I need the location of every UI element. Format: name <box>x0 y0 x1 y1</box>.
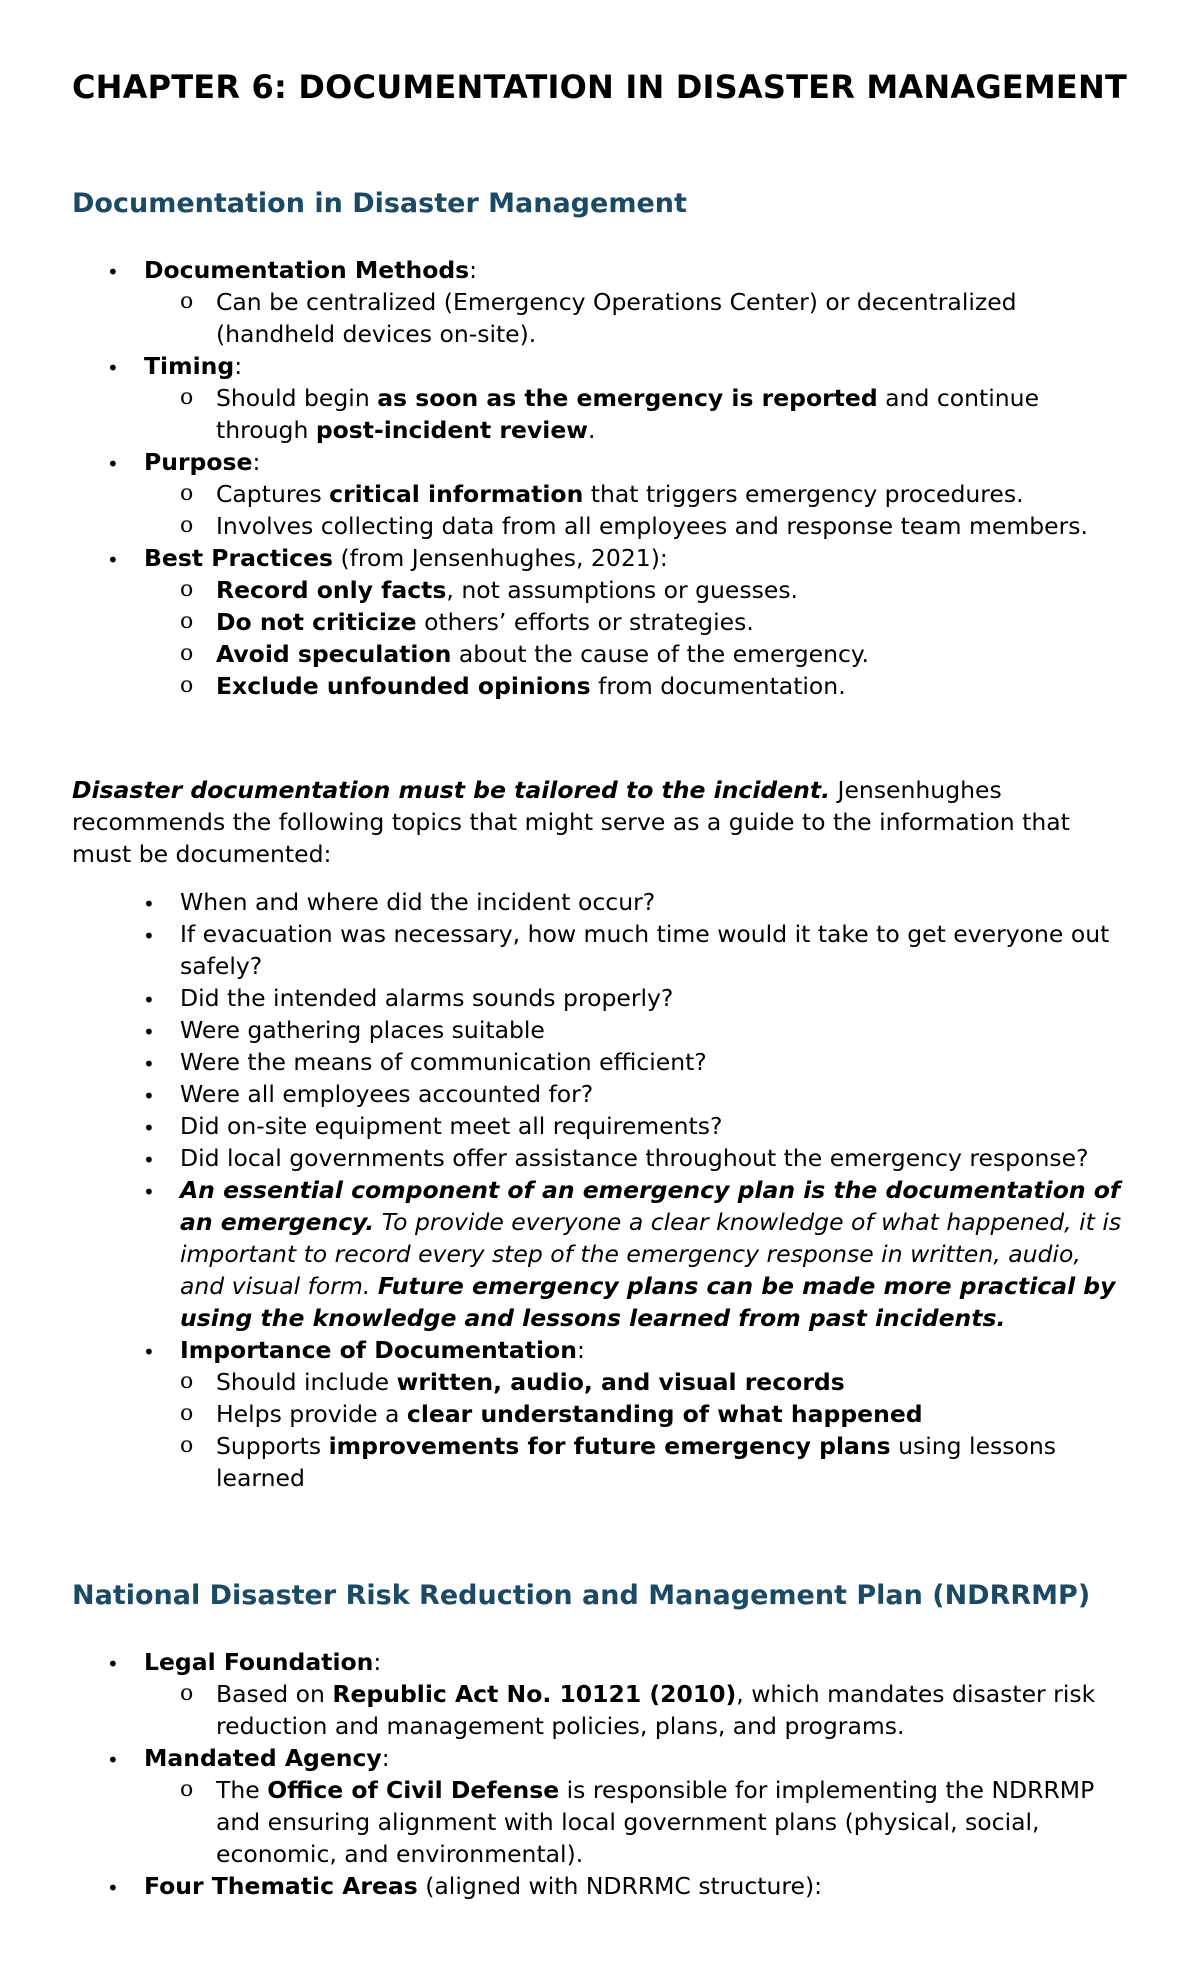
agency-text: The Office of Civil Defense is responsible for implementing the NDRRMP <box>216 1776 1095 1804</box>
essential-line-1: An essential component of an emergency plan is the documentation of <box>180 1176 1121 1204</box>
sub-bullet-icon: o <box>180 673 194 698</box>
sub-bullet-icon: o <box>180 289 194 314</box>
question-item: Were the means of communication efficient? <box>180 1048 707 1076</box>
question-item: Were gathering places suitable <box>180 1016 545 1044</box>
sub-bullet-icon: o <box>180 481 194 506</box>
sub-bullet-icon: o <box>180 577 194 602</box>
bullet-icon: • <box>107 1652 119 1676</box>
bullet-icon: • <box>107 452 119 476</box>
methods-text: Can be centralized (Emergency Operations Center) or decentralized <box>216 288 1017 316</box>
timing-item: Timing: <box>144 352 243 380</box>
legal-foundation-item: Legal Foundation: <box>144 1648 382 1676</box>
sub-bullet-icon: o <box>180 609 194 634</box>
bullet-icon: • <box>143 1116 155 1140</box>
best-practice-4: Exclude unfounded opinions from documentation. <box>216 672 846 700</box>
bullet-icon: • <box>143 1084 155 1108</box>
importance-text-3-cont: learned <box>216 1464 305 1492</box>
question-item: If evacuation was necessary, how much time would it take to get everyone out <box>180 920 1110 948</box>
question-item: Did the intended alarms sounds properly? <box>180 984 674 1012</box>
bullet-icon: • <box>143 892 155 916</box>
essential-line-3: important to record every step of the emergency response in written, audio, <box>180 1240 1081 1268</box>
intro-line-2: recommends the following topics that might serve as a guide to the information that <box>72 808 1070 836</box>
timing-text-cont: through post-incident review. <box>216 416 596 444</box>
bullet-icon: • <box>143 1148 155 1172</box>
chapter-title: CHAPTER 6: DOCUMENTATION IN DISASTER MANAGEMENT <box>72 68 1127 106</box>
bullet-icon: • <box>143 1340 155 1364</box>
question-item: Did local governments offer assistance throughout the emergency response? <box>180 1144 1089 1172</box>
best-practice-1: Record only facts, not assumptions or guesses. <box>216 576 799 604</box>
methods-item: Documentation Methods: <box>144 256 478 284</box>
bullet-icon: • <box>107 356 119 380</box>
question-item: Did on-site equipment meet all requirements? <box>180 1112 723 1140</box>
section-heading-ndrrmp: National Disaster Risk Reduction and Management Plan (NDRRMP) <box>72 1580 1091 1611</box>
legal-text: Based on Republic Act No. 10121 (2010), which mandates disaster risk <box>216 1680 1096 1708</box>
bullet-icon: • <box>143 1052 155 1076</box>
intro-line-1: Disaster documentation must be tailored to the incident. Jensenhughes <box>72 776 1002 804</box>
best-practice-2: Do not criticize others’ efforts or strategies. <box>216 608 754 636</box>
bullet-icon: • <box>107 548 119 572</box>
intro-line-3: must be documented: <box>72 840 332 868</box>
bullet-icon: • <box>143 1180 155 1204</box>
legal-text-cont: reduction and management policies, plans, and programs. <box>216 1712 905 1740</box>
purpose-text-1: Captures critical information that triggers emergency procedures. <box>216 480 1024 508</box>
agency-text-cont: and ensuring alignment with local government plans (physical, social, <box>216 1808 1040 1836</box>
question-item: Were all employees accounted for? <box>180 1080 594 1108</box>
sub-bullet-icon: o <box>180 1369 194 1394</box>
purpose-text-2: Involves collecting data from all employees and response team members. <box>216 512 1088 540</box>
essential-line-5: using the knowledge and lessons learned from past incidents. <box>180 1304 1006 1332</box>
bullet-icon: • <box>107 260 119 284</box>
mandated-agency-item: Mandated Agency: <box>144 1744 390 1772</box>
importance-text-3: Supports improvements for future emergency plans using lessons <box>216 1432 1057 1460</box>
essential-line-4: and visual form. Future emergency plans can be made more practical by <box>180 1272 1116 1300</box>
importance-text-1: Should include written, audio, and visual records <box>216 1368 845 1396</box>
bullet-icon: • <box>107 1748 119 1772</box>
sub-bullet-icon: o <box>180 513 194 538</box>
bullet-icon: • <box>107 1876 119 1900</box>
methods-text-cont: (handheld devices on-site). <box>216 320 537 348</box>
section-heading-documentation: Documentation in Disaster Management <box>72 188 687 219</box>
sub-bullet-icon: o <box>180 1433 194 1458</box>
importance-text-2: Helps provide a clear understanding of what happened <box>216 1400 923 1428</box>
sub-bullet-icon: o <box>180 385 194 410</box>
sub-bullet-icon: o <box>180 641 194 666</box>
best-practices-item: Best Practices (from Jensenhughes, 2021): <box>144 544 668 572</box>
question-item-cont: safely? <box>180 952 263 980</box>
purpose-item: Purpose: <box>144 448 261 476</box>
timing-text: Should begin as soon as the emergency is reported and continue <box>216 384 1040 412</box>
bullet-icon: • <box>143 1020 155 1044</box>
best-practice-3: Avoid speculation about the cause of the emergency. <box>216 640 869 668</box>
sub-bullet-icon: o <box>180 1777 194 1802</box>
thematic-areas-item: Four Thematic Areas (aligned with NDRRMC structure): <box>144 1872 823 1900</box>
bullet-icon: • <box>143 924 155 948</box>
question-item: When and where did the incident occur? <box>180 888 656 916</box>
sub-bullet-icon: o <box>180 1681 194 1706</box>
essential-line-2: an emergency. To provide everyone a clear knowledge of what happened, it is <box>180 1208 1122 1236</box>
bullet-icon: • <box>143 988 155 1012</box>
importance-item: Importance of Documentation: <box>180 1336 585 1364</box>
sub-bullet-icon: o <box>180 1401 194 1426</box>
agency-text-cont: economic, and environmental). <box>216 1840 584 1868</box>
